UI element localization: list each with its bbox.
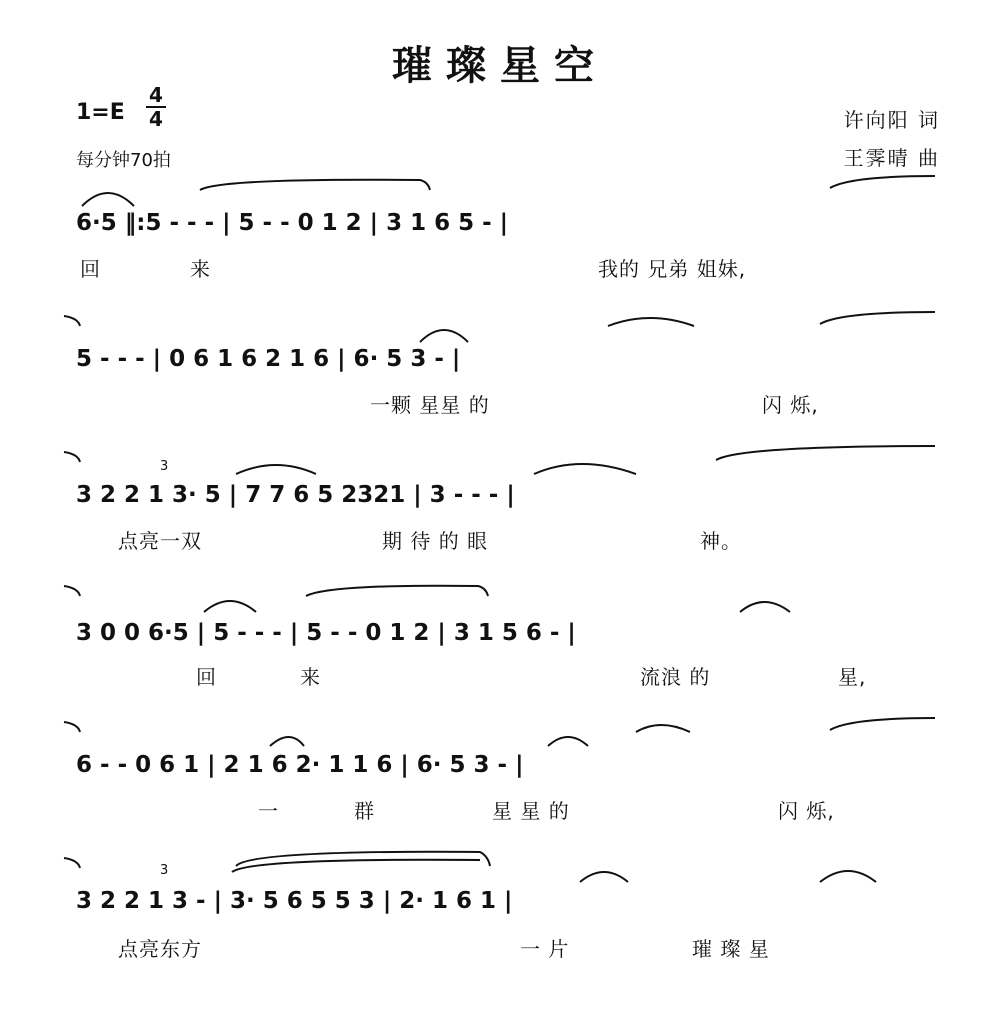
slur-3 xyxy=(608,318,694,326)
tie-3 xyxy=(820,312,935,324)
slur-8 xyxy=(270,737,304,746)
tie-1 xyxy=(200,180,430,190)
time-signature-top: 4 xyxy=(149,83,163,107)
lyric-row-4-part-4: 星, xyxy=(838,665,867,689)
tie-4 xyxy=(716,446,935,460)
tie-7-end xyxy=(64,858,80,868)
tie-6-end xyxy=(64,722,80,732)
tie-2-end xyxy=(64,316,80,326)
slur-7 xyxy=(740,602,790,612)
slur-10 xyxy=(636,725,690,732)
lyric-row-4-part-2: 来 xyxy=(300,665,321,689)
notation-row-5: 6 - - 0 6 1 | 2 1 6 2· 1 1 6 | 6· 5 3 - | xyxy=(76,752,524,778)
slur-6 xyxy=(204,601,256,612)
notation-row-1: 6·5 ‖:5 - - - | 5 - - 0 1 2 | 3 1 6 5 - | xyxy=(76,210,509,236)
slur-5 xyxy=(534,464,636,474)
lyric-row-6-part-3: 璀 璨 星 xyxy=(692,937,770,961)
notation-row-2: 5 - - - | 0 6 1 6 2 1 6 | 6· 5 3 - | xyxy=(76,346,461,372)
lyric-row-3-part-1: 点亮一双 xyxy=(118,529,202,553)
lyric-row-5-part-1: 一 xyxy=(258,799,279,823)
tie-7 xyxy=(830,718,935,730)
lyric-row-5-part-3: 星 星 的 xyxy=(492,799,570,823)
triplet-mark-1: 3 xyxy=(160,459,169,474)
lyric-row-5-part-2: 群 xyxy=(354,799,375,823)
tie-5 xyxy=(306,586,488,596)
lyric-row-3-part-3: 神。 xyxy=(700,529,742,553)
time-signature-bottom: 4 xyxy=(149,107,163,131)
tie-8-outer xyxy=(232,860,480,872)
lyric-row-2-part-1: 一颗 星星 的 xyxy=(370,393,490,417)
notation-row-3: 3 2 2 1 3· 5 | 7 7 6 5 2321 | 3 - - - | xyxy=(76,482,515,508)
tie-3-end xyxy=(64,452,80,462)
notation-row-4: 3 0 0 6·5 | 5 - - - | 5 - - 0 1 2 | 3 1 5 6 - | xyxy=(76,620,576,646)
slur-9 xyxy=(548,737,588,746)
key-signature: 1=E xyxy=(76,100,125,125)
tempo-marking: 每分钟70拍 xyxy=(76,150,171,171)
lyric-row-4-part-3: 流浪 的 xyxy=(640,665,711,689)
lyric-row-1-part-2: 来 xyxy=(190,257,211,281)
composer-credit: 王霁晴 曲 xyxy=(843,146,940,170)
lyricist-credit: 许向阳 词 xyxy=(843,108,940,132)
lyric-row-6-part-2: 一 片 xyxy=(520,937,570,961)
slur-1 xyxy=(82,193,134,206)
song-title: 璀璨星空 xyxy=(392,42,608,89)
notation-row-6: 3 2 2 1 3 - | 3· 5 6 5 5 3 | 2· 1 6 1 | xyxy=(76,888,513,914)
slur-12 xyxy=(820,871,876,882)
slur-11 xyxy=(580,872,628,882)
slur-2 xyxy=(420,330,468,342)
tie-2 xyxy=(830,176,935,188)
tie-4-end xyxy=(64,586,80,596)
triplet-mark-2: 3 xyxy=(160,863,169,878)
lyric-row-6-part-1: 点亮东方 xyxy=(118,937,202,961)
slur-4 xyxy=(236,465,316,474)
lyric-row-5-part-4: 闪 烁, xyxy=(778,799,835,823)
lyric-row-1-part-3: 我的 兄弟 姐妹, xyxy=(598,257,747,281)
lyric-row-3-part-2: 期 待 的 眼 xyxy=(382,529,489,553)
lyric-row-2-part-2: 闪 烁, xyxy=(762,393,819,417)
lyric-row-4-part-1: 回 xyxy=(196,665,217,689)
lyric-row-1-part-1: 回 xyxy=(80,257,101,281)
